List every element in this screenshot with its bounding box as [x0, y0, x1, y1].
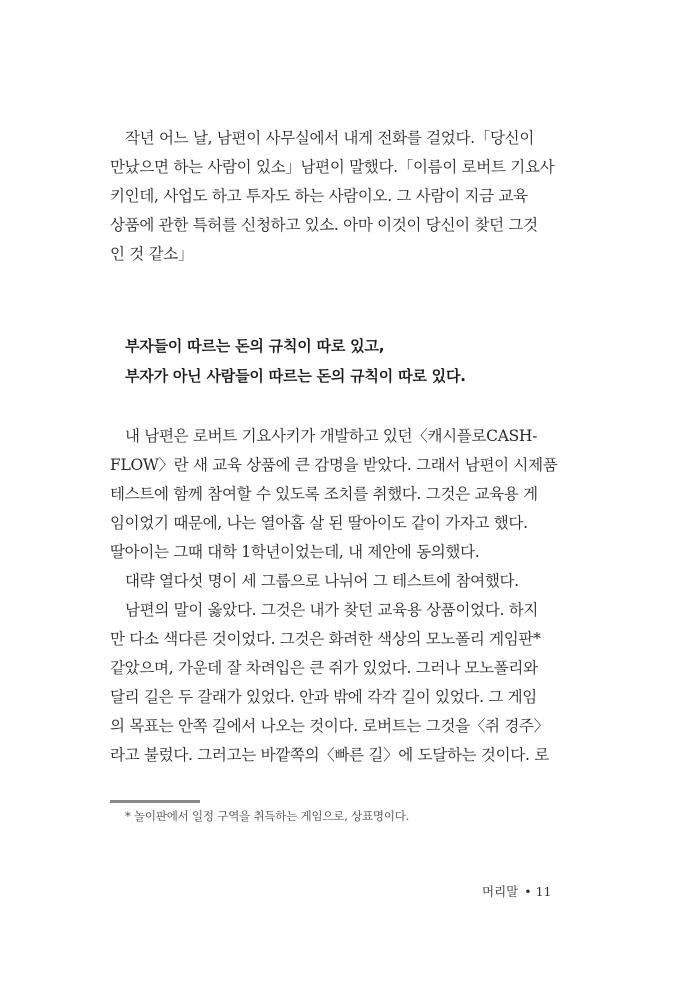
section-title: 머리말	[482, 884, 519, 899]
text-line: 대략 열다섯 명이 세 그룹으로 나뉘어 그 테스트에 참여했다.	[125, 572, 519, 590]
text-line: 상품에 관한 특허를 신청하고 있소. 아마 이것이 당신이 찾던 그것	[110, 216, 538, 234]
text-line: 남편의 말이 옳았다. 그것은 내가 찾던 교육용 상품이었다. 하지	[125, 601, 539, 619]
text-line: 만 다소 색다른 것이었다. 그것은 화려한 색상의 모노폴리 게임판*	[110, 630, 541, 648]
text-line: 의 목표는 안쪽 길에서 나오는 것이다. 로버트는 그것을〈쥐 경주〉	[110, 717, 549, 735]
footnote: * 놀이판에서 일정 구역을 취득하는 게임으로, 상표명이다.	[125, 809, 410, 823]
quote-line: 부자들이 따르는 돈의 규칙이 따로 있고,	[125, 337, 385, 355]
text-line: 딸아이는 그때 대학 1학년이었는데, 내 제안에 동의했다.	[110, 543, 480, 561]
paragraph-1	[110, 124, 570, 269]
text-line: 테스트에 함께 참여할 수 있도록 조치를 취했다. 그것은 교육용 게	[110, 485, 538, 503]
text-line: 내 남편은 로버트 기요사키가 개발하고 있던〈캐시플로CASH-	[125, 427, 538, 445]
page-number: 11	[535, 884, 552, 899]
text-line: 라고 불렀다. 그러고는 바깥쪽의〈빠른 길〉에 도달하는 것이다. 로	[110, 746, 549, 764]
paragraph-3	[110, 567, 570, 596]
text-line: 인 것 같소」	[110, 245, 194, 263]
text-line: FLOW〉란 새 교육 상품에 큰 감명을 받았다. 그래서 남편이 시제품	[110, 456, 558, 474]
footnote-divider	[110, 800, 200, 803]
text-line: 달리 길은 두 갈래가 있었다. 안과 밖에 각각 길이 있었다. 그 게임	[110, 688, 537, 706]
quote-line: 부자가 아닌 사람들이 따르는 돈의 규칙이 따로 있다.	[125, 367, 466, 385]
text-line: 같았으며, 가운데 잘 차려입은 큰 쥐가 있었다. 그러나 모노폴리와	[110, 659, 538, 677]
text-line: 임이었기 때문에, 나는 열아홉 살 된 딸아이도 같이 가자고 했다.	[110, 514, 528, 532]
text-line: 키인데, 사업도 하고 투자도 하는 사람이오. 그 사람이 지금 교육	[110, 187, 528, 205]
highlight-quote	[125, 331, 585, 391]
text-line: 작년 어느 날, 남편이 사무실에서 내게 전화를 걸었다.「당신이	[125, 129, 534, 147]
page-footer	[482, 882, 552, 900]
paragraph-4	[110, 596, 570, 770]
paragraph-2	[110, 422, 570, 567]
text-line: 만났으면 하는 사람이 있소」남편이 말했다.「이름이 로버트 기요사	[110, 158, 555, 176]
bullet-icon: •	[524, 884, 532, 899]
